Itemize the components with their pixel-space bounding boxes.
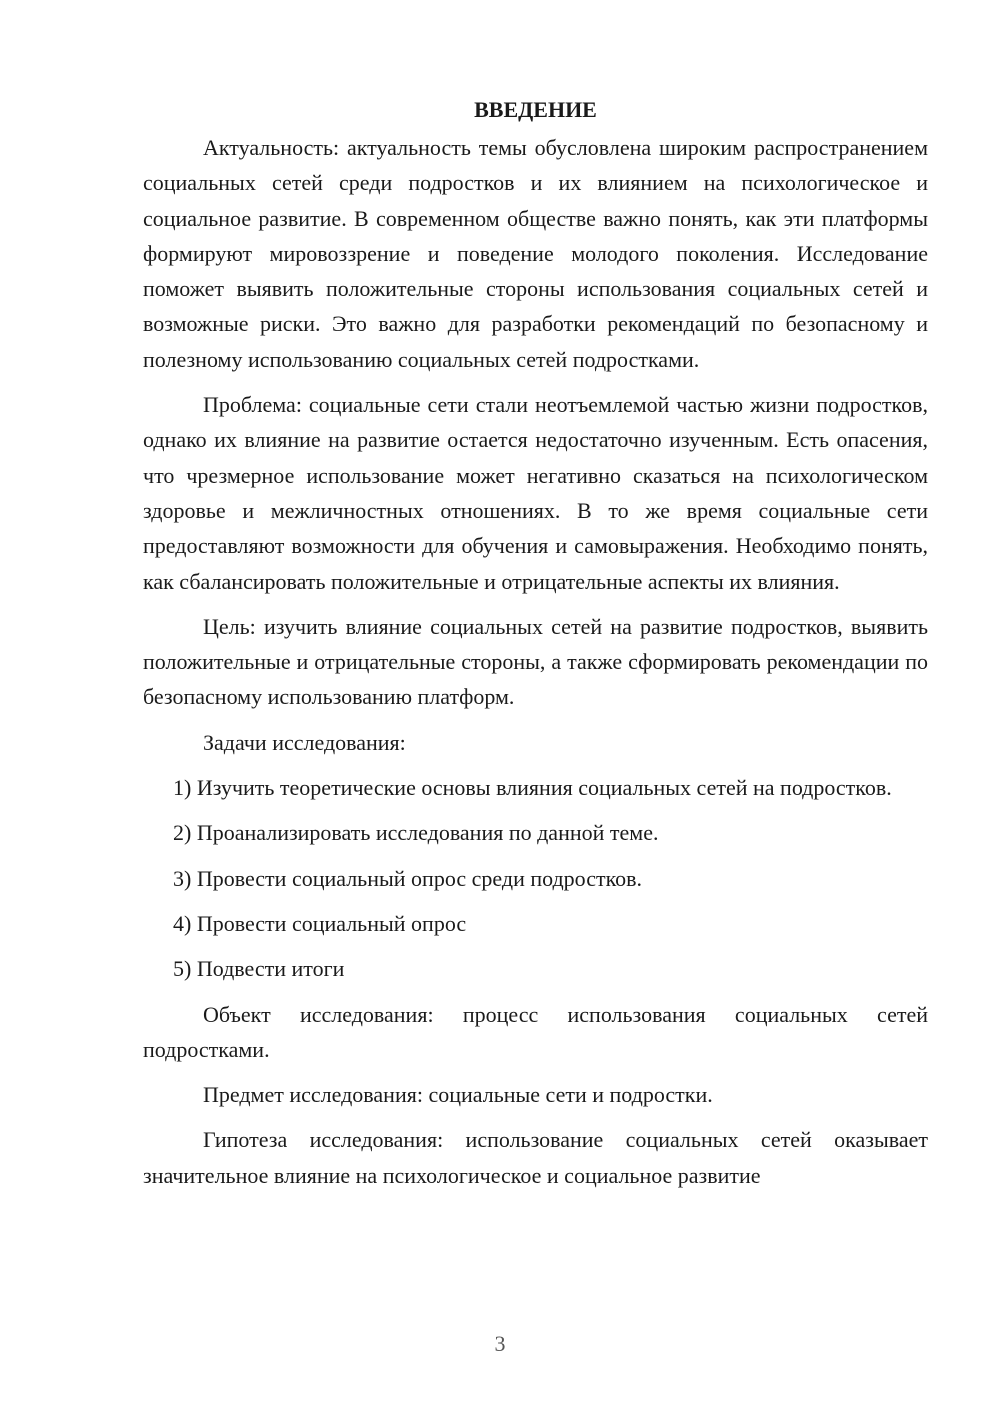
paragraph-subject: Предмет исследования: социальные сети и подростки. [203,1082,713,1108]
tasks-heading: Задачи исследования: [203,729,406,755]
task-item-2: 2) Проанализировать исследования по данной теме. [173,820,659,846]
paragraph-object: Объект исследования: процесс использования социальных сетей подростками. [143,1001,928,1062]
task-item-5: 5) Подвести итоги [173,956,345,982]
task-item-3: 3) Провести социальный опрос среди подростков. [173,865,643,891]
tasks-list [143,770,928,986]
task-item-1: 1) Изучить теоретические основы влияния социальных сетей на подростков. [173,775,892,801]
section-title: ВВЕДЕНИЕ [474,97,597,122]
task-item-4: 4) Провести социальный опрос [173,910,467,936]
document-page [143,92,928,1193]
paragraph-problem: Проблема: социальные сети стали неотъемлемой частью жизни подростков, однако их влияние на развитие остается недостаточно изученным. Есть опасения, что чрезмерное использование может негативно сказаться на психологическом здоровье и межличностных отношениях. В то же время социальные сети предоставляют возможности для обучения и самовыражения. Необходимо понять, как сбалансировать положительные и отрицательные аспекты их влияния. [143,392,928,594]
paragraph-goal: Цель: изучить влияние социальных сетей на развитие подростков, выявить положительные и отрицательные стороны, а также сформировать рекомендации по безопасному использованию платформ. [143,613,928,710]
paragraph-hypothesis: Гипотеза исследования: использование социальных сетей оказывает значительное влияние на психологическое и социальное развитие [143,1127,928,1188]
paragraph-relevance: Актуальность: актуальность темы обусловлена широким распространением социальных сетей среди подростков и их влиянием на психологическое и социальное развитие. В современном обществе важно понять, как эти платформы формируют мировоззрение и поведение молодого поколения. Исследование поможет выявить положительные стороны использования социальных сетей и возможные риски. Это важно для разработки рекомендаций по безопасному и полезному использованию социальных сетей подростками. [143,135,928,372]
page-number: 3 [494,1331,506,1356]
